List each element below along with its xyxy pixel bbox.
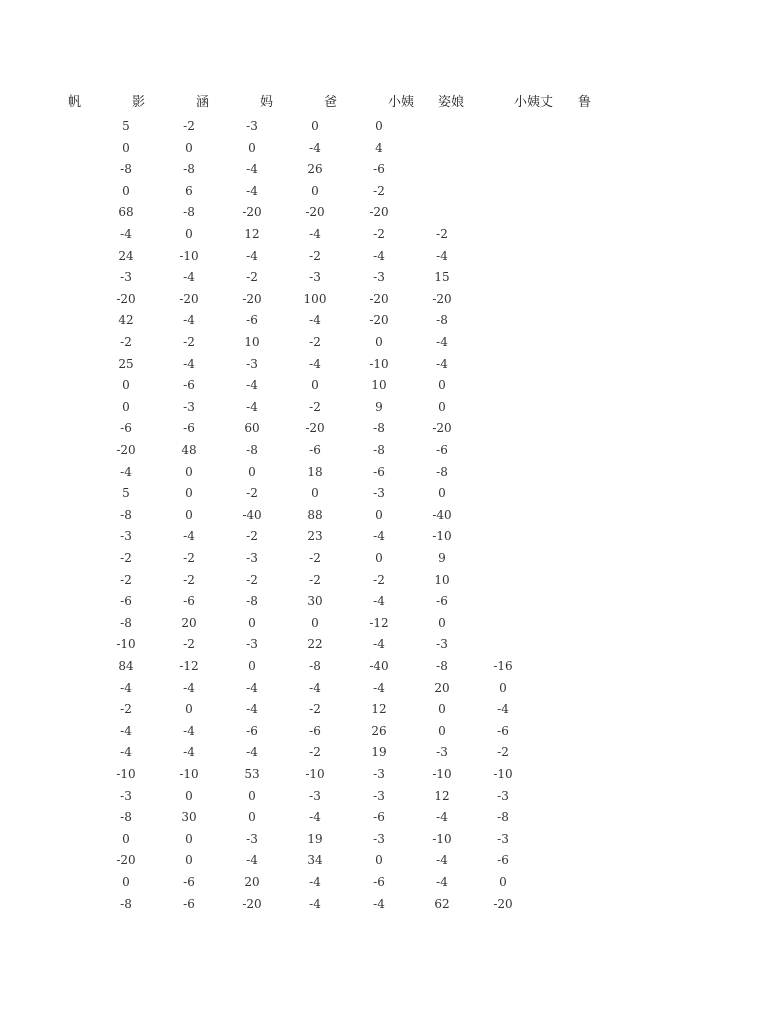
- table-cell: 0: [122, 399, 130, 414]
- table-cell: -20: [116, 443, 136, 457]
- table-cell: -6: [246, 313, 258, 328]
- table-cell: -8: [373, 421, 385, 436]
- table-cell: -3: [246, 831, 258, 846]
- table-cell: 0: [438, 723, 446, 738]
- table-cell: -2: [120, 572, 132, 587]
- table-cell: -4: [183, 356, 195, 371]
- table-cell: 0: [438, 399, 446, 414]
- table-cell: 53: [244, 767, 260, 781]
- table-cell: -8: [120, 615, 132, 630]
- table-cell: -4: [120, 723, 132, 738]
- table-cell: -4: [373, 594, 385, 609]
- table-cell: -4: [120, 680, 132, 695]
- table-cell: -4: [246, 248, 258, 263]
- table-cell: -6: [436, 594, 448, 609]
- table-cell: -4: [120, 227, 132, 241]
- table-cell: -4: [246, 399, 258, 414]
- table-cell: 48: [181, 443, 197, 457]
- table-cell: -2: [120, 551, 132, 565]
- table-cell: -10: [179, 248, 199, 263]
- table-cell: -10: [369, 356, 389, 371]
- table-cell: -6: [183, 896, 195, 911]
- table-cell: -16: [493, 659, 513, 673]
- table-cell: 26: [307, 162, 323, 177]
- table-cell: 88: [307, 507, 323, 522]
- table-cell: -8: [246, 594, 258, 609]
- table-cell: -3: [120, 270, 132, 285]
- table-cell: -3: [246, 356, 258, 371]
- table-cell: -3: [436, 745, 448, 760]
- table-cell: 0: [185, 788, 193, 803]
- table-cell: -3: [497, 788, 509, 803]
- table-cell: 0: [185, 702, 193, 717]
- table-cell: 23: [307, 529, 323, 544]
- table-cell: 0: [248, 464, 256, 479]
- table-cell: -2: [246, 529, 258, 544]
- table-cell: -10: [305, 767, 325, 781]
- table-cell: 4: [375, 140, 383, 155]
- table-cell: -20: [116, 291, 136, 306]
- table-cell: -3: [246, 551, 258, 565]
- table-cell: -8: [120, 896, 132, 911]
- table-cell: -20: [116, 853, 136, 868]
- table-cell: 0: [438, 615, 446, 630]
- table-cell: -12: [179, 659, 199, 673]
- table-cell: -2: [183, 119, 195, 133]
- table-cell: 12: [244, 227, 260, 241]
- table-cell: 0: [499, 680, 507, 695]
- table-cell: -10: [432, 831, 452, 846]
- table-cell: 20: [181, 615, 197, 630]
- table-cell: -2: [436, 227, 448, 241]
- table-cell: -2: [309, 745, 321, 760]
- table-cell: -4: [436, 853, 448, 868]
- table-cell: 22: [307, 637, 323, 652]
- table-cell: 0: [122, 831, 130, 846]
- table-cell: -4: [183, 745, 195, 760]
- table-cell: -3: [183, 399, 195, 414]
- table-cell: -10: [432, 767, 452, 781]
- table-cell: -4: [309, 680, 321, 695]
- table-cell: 0: [185, 227, 193, 241]
- table-cell: -4: [120, 745, 132, 760]
- table-cell: -4: [246, 745, 258, 760]
- table-cell: -4: [373, 529, 385, 544]
- table-cell: -4: [183, 680, 195, 695]
- table-cell: 0: [248, 659, 256, 673]
- table-cell: -3: [373, 767, 385, 781]
- table-cell: 0: [311, 119, 319, 133]
- table-cell: 0: [248, 788, 256, 803]
- table-cell: -3: [373, 831, 385, 846]
- table-cell: -6: [120, 594, 132, 609]
- table-cell: -8: [309, 659, 321, 673]
- table-cell: -6: [309, 723, 321, 738]
- table-cell: -4: [436, 875, 448, 889]
- table-cell: -4: [373, 680, 385, 695]
- table-cell: -3: [309, 788, 321, 803]
- table-cell: -20: [305, 421, 325, 436]
- table-cell: -3: [497, 831, 509, 846]
- table-cell: -4: [183, 529, 195, 544]
- column-header: 小姨: [388, 95, 415, 110]
- table-cell: 10: [244, 335, 260, 349]
- table-cell: 6: [185, 183, 193, 198]
- table-cell: -2: [120, 335, 132, 349]
- table-cell: -2: [373, 572, 385, 587]
- table-cell: -20: [369, 313, 389, 328]
- table-cell: 0: [438, 702, 446, 717]
- column-header: 涵: [196, 95, 210, 110]
- table-cell: -2: [373, 227, 385, 241]
- table-cell: 0: [438, 378, 446, 393]
- column-header: 姿娘: [438, 95, 465, 110]
- table-cell: 34: [307, 853, 323, 868]
- column-header: 影: [132, 95, 146, 110]
- table-cell: -4: [373, 248, 385, 263]
- table-cell: -2: [183, 335, 195, 349]
- table-cell: -6: [497, 723, 509, 738]
- table-cell: 0: [311, 378, 319, 393]
- table-cell: 0: [311, 615, 319, 630]
- table-cell: -8: [436, 659, 448, 673]
- table-cell: -4: [436, 335, 448, 349]
- table-cell: -2: [373, 183, 385, 198]
- table-cell: -2: [497, 745, 509, 760]
- column-header: 帆: [68, 95, 82, 110]
- table-cell: -2: [309, 551, 321, 565]
- column-header: 鲁: [578, 95, 592, 110]
- table-cell: 0: [248, 140, 256, 155]
- table-cell: -4: [309, 227, 321, 241]
- table-cell: -4: [246, 853, 258, 868]
- table-cell: -4: [309, 875, 321, 889]
- table-cell: 62: [434, 896, 450, 911]
- table-cell: -3: [246, 637, 258, 652]
- table-cell: -20: [242, 896, 262, 911]
- table-cell: -4: [246, 702, 258, 717]
- table-cell: -20: [242, 291, 262, 306]
- column-header: 爸: [324, 95, 338, 110]
- table-cell: -20: [432, 421, 452, 436]
- table-cell: -2: [246, 572, 258, 587]
- table-cell: -8: [120, 507, 132, 522]
- table-cell: 42: [118, 313, 134, 328]
- table-cell: -6: [246, 723, 258, 738]
- table-cell: -6: [373, 464, 385, 479]
- table-cell: -3: [120, 788, 132, 803]
- table-cell: -6: [183, 594, 195, 609]
- table-cell: -6: [497, 853, 509, 868]
- table-cell: -4: [309, 140, 321, 155]
- table-cell: -4: [309, 356, 321, 371]
- table-cell: -4: [373, 896, 385, 911]
- table-cell: 0: [375, 551, 383, 565]
- table-cell: 0: [499, 875, 507, 889]
- table-cell: 60: [244, 421, 260, 436]
- table-cell: -4: [183, 313, 195, 328]
- table-cell: 0: [185, 507, 193, 522]
- table-cell: 30: [181, 810, 197, 825]
- table-cell: -40: [432, 507, 452, 522]
- table-cell: -4: [246, 680, 258, 695]
- table-cell: 0: [311, 183, 319, 198]
- table-cell: -2: [309, 248, 321, 263]
- table-cell: -20: [179, 291, 199, 306]
- table-cell: -10: [493, 767, 513, 781]
- table-cell: -4: [373, 637, 385, 652]
- table-cell: -6: [183, 875, 195, 889]
- table-cell: 5: [122, 486, 130, 501]
- table-cell: -3: [373, 270, 385, 285]
- table-cell: 5: [122, 119, 130, 133]
- table-cell: -2: [309, 399, 321, 414]
- table-cell: 0: [122, 140, 130, 155]
- table-cell: -3: [436, 637, 448, 652]
- table-cell: -20: [305, 205, 325, 220]
- table-cell: -6: [436, 443, 448, 457]
- table-cell: -4: [436, 810, 448, 825]
- table-cell: 0: [375, 335, 383, 349]
- table-cell: -3: [373, 486, 385, 501]
- table-cell: 12: [434, 788, 450, 803]
- table-cell: -20: [369, 205, 389, 220]
- table-cell: -8: [183, 162, 195, 177]
- table-cell: -2: [309, 702, 321, 717]
- table-cell: 19: [371, 745, 387, 760]
- table-cell: -4: [183, 723, 195, 738]
- table-cell: 0: [185, 464, 193, 479]
- table-cell: -3: [373, 788, 385, 803]
- column-header: 妈: [260, 95, 274, 110]
- table-cell: -4: [246, 378, 258, 393]
- table-cell: -10: [179, 767, 199, 781]
- table-cell: 0: [122, 378, 130, 393]
- table-cell: 26: [371, 723, 387, 738]
- table-cell: 0: [185, 486, 193, 501]
- table-cell: -4: [309, 313, 321, 328]
- table-cell: 9: [438, 551, 446, 565]
- table-cell: 0: [122, 875, 130, 889]
- table-cell: -6: [373, 875, 385, 889]
- table-cell: -8: [183, 205, 195, 220]
- table-cell: 20: [244, 875, 260, 889]
- table-cell: -2: [183, 572, 195, 587]
- table-cell: -6: [120, 421, 132, 436]
- table-cell: -8: [497, 810, 509, 825]
- table-cell: 30: [307, 594, 323, 609]
- table-cell: -20: [432, 291, 452, 306]
- table-cell: -2: [183, 551, 195, 565]
- table-cell: -8: [120, 810, 132, 825]
- table-cell: 18: [307, 464, 323, 479]
- table-cell: -6: [183, 378, 195, 393]
- table-cell: 0: [311, 486, 319, 501]
- table-cell: -3: [246, 119, 258, 133]
- table-cell: -8: [373, 443, 385, 457]
- table-cell: -4: [497, 702, 509, 717]
- table-cell: -6: [183, 421, 195, 436]
- table-cell: 0: [185, 140, 193, 155]
- table-cell: 10: [434, 572, 450, 587]
- table-cell: -6: [373, 162, 385, 177]
- table-cell: 0: [185, 853, 193, 868]
- table-cell: -8: [436, 464, 448, 479]
- table-cell: 0: [248, 810, 256, 825]
- table-cell: 0: [375, 853, 383, 868]
- table-cell: -8: [120, 162, 132, 177]
- table-cell: -12: [369, 615, 389, 630]
- table-cell: 9: [375, 399, 383, 414]
- table-cell: -10: [432, 529, 452, 544]
- table-cell: -8: [246, 443, 258, 457]
- table-cell: -4: [309, 810, 321, 825]
- table-cell: 15: [434, 270, 450, 285]
- table-cell: -40: [369, 659, 389, 673]
- column-header: 小姨丈: [514, 95, 554, 110]
- table-cell: 84: [118, 659, 134, 673]
- table-cell: -4: [246, 162, 258, 177]
- table-cell: 100: [303, 291, 327, 306]
- table-cell: -4: [183, 270, 195, 285]
- table-cell: -20: [493, 896, 513, 911]
- table-cell: -10: [116, 637, 136, 652]
- table-cell: -4: [436, 248, 448, 263]
- table-cell: -4: [436, 356, 448, 371]
- table-cell: -4: [246, 183, 258, 198]
- table-cell: 0: [375, 507, 383, 522]
- table-cell: 25: [118, 356, 134, 371]
- table-cell: 68: [118, 205, 134, 220]
- table-cell: -40: [242, 507, 262, 522]
- table-cell: 0: [248, 615, 256, 630]
- table-cell: -2: [120, 702, 132, 717]
- table-cell: 0: [438, 486, 446, 501]
- table-cell: 24: [118, 248, 134, 263]
- table-cell: -6: [309, 443, 321, 457]
- table-cell: -10: [116, 767, 136, 781]
- table-cell: 10: [371, 378, 387, 393]
- table-cell: -6: [373, 810, 385, 825]
- table-cell: -20: [369, 291, 389, 306]
- table-cell: -8: [436, 313, 448, 328]
- table-cell: 0: [185, 831, 193, 846]
- table-cell: -2: [246, 486, 258, 501]
- table-cell: -2: [246, 270, 258, 285]
- table-cell: 19: [307, 831, 323, 846]
- table-cell: 0: [375, 119, 383, 133]
- table-cell: 0: [122, 183, 130, 198]
- table-cell: -2: [183, 637, 195, 652]
- table-cell: -3: [120, 529, 132, 544]
- table-cell: -4: [309, 896, 321, 911]
- table-cell: -2: [309, 572, 321, 587]
- table-cell: -4: [120, 464, 132, 479]
- table-cell: -2: [309, 335, 321, 349]
- table-cell: 20: [434, 680, 450, 695]
- table-cell: -3: [309, 270, 321, 285]
- table-cell: 12: [371, 702, 387, 717]
- table-cell: -20: [242, 205, 262, 220]
